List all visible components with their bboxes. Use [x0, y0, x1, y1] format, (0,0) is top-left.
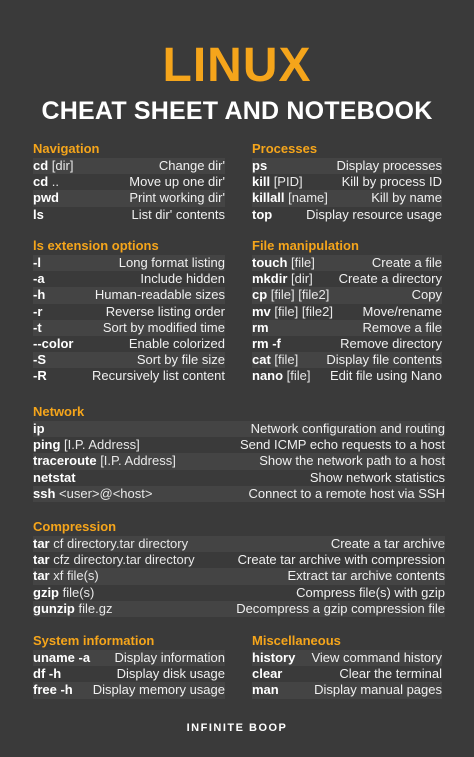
command-row: [33, 287, 225, 303]
command-description: Create tar archive with compression: [237, 552, 445, 568]
command-description: Display disk usage: [116, 666, 225, 682]
command-name: rm: [252, 319, 269, 335]
command-text: [33, 287, 45, 303]
section-title: Network: [33, 404, 85, 419]
command-name: ip: [33, 421, 45, 436]
command-row: [33, 682, 225, 698]
command-description: Create a file: [371, 255, 442, 270]
command-name: kill: [252, 174, 271, 190]
command-description: Display processes: [336, 158, 442, 173]
command-argument: [file]: [287, 255, 315, 270]
command-argument: file.gz: [74, 600, 113, 616]
command-row: [252, 368, 442, 384]
command-argument: ..: [48, 174, 60, 190]
command-description: Kill by name: [371, 190, 442, 206]
command-argument: [I.P. Address]: [96, 453, 176, 469]
command-description: Reverse listing order: [105, 303, 225, 319]
command-name: tar: [33, 536, 50, 551]
command-name: nano: [252, 368, 284, 384]
command-argument: cf directory.tar directory: [49, 536, 189, 551]
command-row: [252, 174, 442, 190]
command-row: [252, 666, 442, 682]
command-description: Compress file(s) with gzip: [296, 584, 445, 600]
command-argument: [file]: [283, 368, 311, 384]
command-description: Connect to a remote host via SSH: [248, 485, 445, 501]
command-text: [33, 650, 90, 666]
command-text: [33, 207, 44, 223]
command-text: [252, 336, 281, 352]
command-list: [33, 158, 225, 223]
section-title: File manipulation: [252, 238, 359, 253]
command-name: cp: [252, 287, 268, 303]
command-text: [33, 453, 176, 469]
command-description: Remove a file: [362, 319, 442, 335]
section-network: [33, 404, 445, 502]
command-argument: [I.P. Address]: [60, 437, 140, 453]
command-description: Move up one dir': [129, 174, 225, 190]
command-description: Display memory usage: [92, 682, 225, 698]
command-row: [252, 336, 442, 352]
command-text: [252, 320, 269, 336]
command-name: killall: [252, 190, 285, 206]
command-row: [252, 287, 442, 303]
command-argument: [name]: [284, 190, 328, 206]
command-argument: [file] [file2]: [267, 287, 330, 303]
command-row: [252, 650, 442, 666]
command-name: -h: [33, 287, 46, 303]
command-name: ping: [33, 437, 61, 453]
command-name: mv: [252, 303, 271, 319]
section-title: Processes: [252, 141, 318, 156]
command-name: man: [252, 682, 279, 698]
command-name: df -h: [33, 666, 62, 682]
command-description: Change dir': [158, 158, 225, 173]
command-row: [33, 158, 225, 174]
command-name: traceroute: [33, 453, 97, 469]
command-text: [33, 158, 73, 174]
command-row: [33, 568, 445, 584]
command-name: tar: [33, 552, 50, 568]
command-name: clear: [252, 666, 283, 682]
section-title: ls extension options: [33, 238, 159, 253]
command-name: -a: [33, 271, 45, 287]
section-file-manipulation: [252, 238, 442, 385]
command-description: Extract tar archive contents: [287, 568, 445, 584]
command-row: [33, 650, 225, 666]
command-text: [252, 255, 315, 271]
command-row: [252, 190, 442, 206]
command-description: Move/rename: [362, 303, 442, 319]
command-description: Display file contents: [326, 352, 442, 368]
command-row: [33, 437, 445, 453]
command-description: Create a tar archive: [330, 536, 445, 551]
command-description: Print working dir': [129, 190, 225, 206]
command-text: [33, 174, 59, 190]
section-system-information: [33, 633, 225, 699]
command-row: [252, 352, 442, 368]
command-name: -t: [33, 319, 42, 335]
command-list: [33, 255, 225, 385]
command-text: [33, 666, 61, 682]
command-name: ls: [33, 206, 44, 222]
command-text: [252, 352, 298, 368]
command-text: [33, 552, 195, 568]
page-subtitle: CHEAT SHEET AND NOTEBOOK: [41, 97, 433, 125]
command-text: [33, 470, 76, 486]
command-text: [33, 271, 45, 287]
command-row: [33, 190, 225, 206]
command-description: Decompress a gzip compression file: [236, 600, 445, 616]
command-description: Display information: [114, 650, 225, 665]
command-description: Sort by modified time: [102, 319, 225, 335]
command-text: [33, 486, 152, 502]
command-description: Create a directory: [338, 271, 442, 287]
command-argument: <user>@<host>: [55, 485, 153, 501]
command-description: Enable colorized: [128, 335, 225, 351]
command-row: [33, 585, 445, 601]
command-name: gunzip: [33, 600, 75, 616]
command-row: [33, 453, 445, 469]
command-text: [33, 437, 140, 453]
command-description: Copy: [411, 287, 442, 303]
command-name: -S: [33, 352, 46, 368]
command-description: Human-readable sizes: [94, 287, 225, 303]
section-ls-options: [33, 238, 225, 385]
command-name: ssh: [33, 485, 56, 501]
command-text: [33, 585, 94, 601]
command-name: mkdir: [252, 271, 288, 287]
command-row: [33, 271, 225, 287]
command-row: [33, 368, 225, 384]
command-argument: [dir]: [287, 271, 313, 287]
command-name: top: [252, 206, 273, 222]
command-row: [33, 336, 225, 352]
command-argument: [file] [file2]: [270, 303, 333, 319]
command-description: List dir' contents: [131, 206, 225, 222]
command-name: history: [252, 650, 296, 665]
command-name: cd: [33, 158, 49, 173]
command-description: Send ICMP echo requests to a host: [240, 437, 445, 453]
command-text: [252, 190, 328, 206]
command-text: [33, 368, 47, 384]
command-row: [33, 601, 445, 617]
command-argument: xf file(s): [49, 568, 99, 584]
command-argument: [file]: [270, 352, 299, 368]
command-text: [252, 368, 311, 384]
command-row: [33, 536, 445, 552]
brand-logo-text: INFINITE BOOP: [186, 722, 288, 734]
command-text: [252, 682, 279, 698]
command-text: [252, 304, 333, 320]
command-text: [252, 207, 272, 223]
command-name: free -h: [33, 682, 73, 698]
command-list: [33, 421, 445, 502]
command-description: Long format listing: [118, 255, 225, 270]
command-row: [252, 682, 442, 698]
command-argument: cfz directory.tar directory: [49, 552, 195, 568]
command-text: [252, 666, 282, 682]
command-name: rm -f: [252, 335, 281, 351]
command-row: [33, 207, 225, 223]
command-row: [33, 320, 225, 336]
command-list: [33, 536, 445, 617]
command-row: [33, 255, 225, 271]
command-row: [252, 255, 442, 271]
command-text: [33, 190, 59, 206]
command-name: --color: [33, 335, 74, 351]
command-name: ps: [252, 158, 268, 173]
command-name: netstat: [33, 469, 76, 485]
command-argument: file(s): [59, 584, 95, 600]
section-navigation: [33, 141, 225, 223]
command-description: Show the network path to a host: [259, 453, 445, 469]
command-description: Sort by file size: [136, 352, 225, 368]
command-description: Remove directory: [340, 335, 442, 351]
command-description: Clear the terminal: [339, 666, 442, 682]
command-text: [33, 320, 42, 336]
command-description: Show network statistics: [309, 469, 445, 485]
command-row: [252, 304, 442, 320]
command-description: View command history: [311, 650, 442, 665]
command-text: [33, 536, 188, 552]
command-text: [33, 352, 46, 368]
command-text: [33, 421, 45, 437]
command-name: -R: [33, 368, 47, 384]
command-text: [33, 601, 112, 617]
command-text: [252, 271, 313, 287]
command-description: Kill by process ID: [341, 174, 442, 190]
command-text: [252, 650, 295, 666]
command-row: [33, 304, 225, 320]
command-name: -r: [33, 303, 43, 319]
command-row: [252, 320, 442, 336]
section-miscellaneous: [252, 633, 442, 699]
command-name: cat: [252, 352, 271, 368]
command-argument: [dir]: [48, 158, 74, 173]
command-name: uname -a: [33, 650, 91, 665]
command-argument: [PID]: [270, 174, 303, 190]
command-text: [33, 336, 73, 352]
command-list: [252, 650, 442, 699]
command-row: [33, 666, 225, 682]
command-description: Include hidden: [140, 271, 225, 287]
page-title: LINUX: [162, 39, 312, 92]
command-row: [252, 158, 442, 174]
command-text: [252, 287, 329, 303]
section-processes: [252, 141, 442, 223]
command-row: [33, 174, 225, 190]
command-description: Recursively list content: [92, 368, 225, 384]
command-row: [252, 271, 442, 287]
command-description: Display manual pages: [314, 682, 442, 698]
command-name: cd: [33, 174, 49, 190]
command-row: [33, 352, 225, 368]
command-name: tar: [33, 568, 50, 584]
command-row: [33, 470, 445, 486]
command-description: Network configuration and routing: [250, 421, 445, 436]
command-row: [33, 421, 445, 437]
command-name: -l: [33, 255, 41, 270]
command-row: [33, 552, 445, 568]
command-description: Display resource usage: [306, 206, 442, 222]
command-text: [33, 568, 99, 584]
command-text: [33, 255, 41, 271]
command-name: gzip: [33, 584, 59, 600]
section-title: Compression: [33, 519, 117, 534]
section-title: Miscellaneous: [252, 633, 341, 648]
command-text: [252, 174, 303, 190]
command-row: [33, 486, 445, 502]
command-text: [33, 682, 73, 698]
command-text: [252, 158, 267, 174]
command-list: [252, 158, 442, 223]
command-row: [252, 207, 442, 223]
section-title: System information: [33, 633, 155, 648]
command-text: [33, 304, 42, 320]
section-compression: [33, 519, 445, 617]
command-list: [252, 255, 442, 385]
command-name: touch: [252, 255, 288, 270]
command-name: pwd: [33, 190, 59, 206]
command-list: [33, 650, 225, 699]
command-description: Edit file using Nano: [329, 368, 442, 384]
section-title: Navigation: [33, 141, 100, 156]
